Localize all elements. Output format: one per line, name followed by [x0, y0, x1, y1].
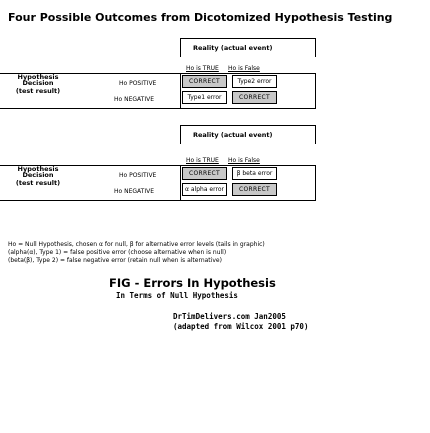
row-header-decision: Decision	[22, 171, 54, 179]
row-header-hypothesis: Hypothesis	[17, 73, 59, 81]
cell-type1-error: Type1 error	[182, 91, 227, 104]
row-header-test-result: (test result)	[15, 87, 61, 95]
table-right-border	[315, 165, 316, 201]
cell-type2-error: Type2 error	[232, 75, 277, 88]
reality-box-left	[180, 125, 181, 144]
col-ho-true: Ho is TRUE	[186, 65, 219, 72]
figure-title: FIG - Errors In Hypothesis	[109, 276, 276, 290]
reality-box-left	[180, 38, 181, 57]
row-ho-positive: Ho POSITIVE	[119, 80, 157, 87]
footnote-alpha: (alpha(α), Type 1) = false positive error (choose alternative when is null)	[8, 249, 227, 256]
table-bottom-border	[0, 108, 316, 109]
cell-correct-positive-true: CORRECT	[182, 75, 227, 88]
table-bottom-border	[0, 200, 316, 201]
footnote-definition: Ho = Null Hypothesis, chosen α for null, β for alternative error levels (tails in graphic)	[8, 241, 265, 248]
row-header-test-result: (test result)	[15, 179, 61, 187]
cell-correct-negative-false: CORRECT	[232, 183, 277, 196]
row-ho-negative: Ho NEGATIVE	[114, 188, 154, 195]
reality-box-top	[180, 125, 315, 126]
col-ho-false: Ho is False	[228, 65, 260, 72]
reality-box-top	[180, 38, 315, 39]
reality-box-right	[315, 125, 316, 144]
reality-label: Reality (actual event)	[193, 44, 273, 52]
row-ho-negative: Ho NEGATIVE	[114, 96, 154, 103]
cell-correct-positive-true: CORRECT	[182, 167, 227, 180]
reality-box-right	[315, 38, 316, 57]
footnote-beta: (beta(β), Type 2) = false negative error (retain null when is alternative)	[8, 257, 222, 264]
page-title: Four Possible Outcomes from Dicotomized Hypothesis Testing	[8, 11, 393, 24]
credit-source: (adapted from Wilcox 2001 p70)	[173, 322, 309, 331]
row-header-decision: Decision	[22, 79, 54, 87]
cell-beta-error: β beta error	[232, 167, 277, 180]
cell-alpha-error: α alpha error	[182, 183, 227, 196]
table-divider	[180, 73, 181, 109]
col-ho-true: Ho is TRUE	[186, 157, 219, 164]
figure-subtitle: In Terms of Null Hypothesis	[116, 291, 238, 300]
row-ho-positive: Ho POSITIVE	[119, 172, 157, 179]
cell-correct-negative-false: CORRECT	[232, 91, 277, 104]
credit-author: DrTimDelivers.com Jan2005	[173, 312, 286, 321]
table-divider	[180, 165, 181, 201]
col-ho-false: Ho is False	[228, 157, 260, 164]
row-header-hypothesis: Hypothesis	[17, 165, 59, 173]
reality-label: Reality (actual event)	[193, 131, 273, 139]
table-right-border	[315, 73, 316, 109]
